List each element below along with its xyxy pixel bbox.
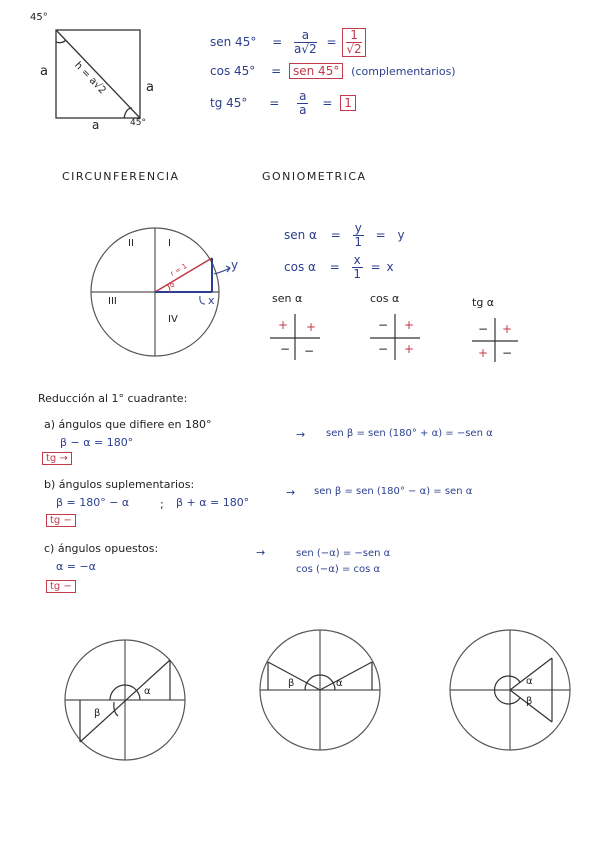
reduction-c-tg-box: tg − [46, 580, 76, 593]
reduction-c-result2: cos (−α) = cos α [296, 564, 381, 575]
d3-alpha-label: α [526, 676, 533, 687]
sign-tg-q3: + [478, 346, 489, 360]
sign-cos-q1: + [404, 318, 415, 332]
sen-alpha-formula [284, 222, 405, 249]
bottom-angle-label: 45° [130, 118, 146, 128]
tg45-eq: = [269, 96, 280, 111]
angle-alpha-label: α [170, 281, 175, 289]
cos45-lhs: cos 45° [210, 64, 256, 78]
quadrant-2-label: II [128, 238, 134, 249]
sign-tg-q2: − [478, 322, 489, 336]
d1-alpha-label: α [144, 686, 151, 697]
sign-cos-q3: − [378, 342, 389, 356]
reduction-b-eq2: β + α = 180° [176, 496, 250, 509]
tg45-boxed: 1 [340, 95, 356, 111]
reduction-c-eq: α = −α [56, 560, 96, 573]
cos-alpha-lhs: cos α [284, 260, 316, 275]
reduction-b-result: sen β = sen (180° − α) = sen α [314, 486, 473, 497]
reduction-c-label: c) ángulos opuestos: [44, 542, 159, 555]
sen-alpha-res: y [397, 228, 405, 243]
reduction-a-label: a) ángulos que difiere en 180° [44, 418, 212, 431]
hypotenuse-label: h = a√2 [72, 60, 108, 97]
reduction-c-result1: sen (−α) = −sen α [296, 548, 391, 559]
x-label: x [208, 294, 215, 307]
cos45-note: (complementarios) [351, 65, 456, 78]
reduction-title: Reducción al 1° cuadrante: [38, 392, 188, 405]
cos-alpha-formula [284, 254, 394, 281]
bottom-diagram-1 [65, 640, 185, 760]
sign-sen-q1: + [306, 320, 317, 334]
y-label: y [231, 258, 239, 272]
section-title-word2: GONIOMETRICA [262, 170, 367, 183]
sen45-eq: = [272, 35, 283, 50]
triangle-figure [56, 30, 140, 118]
reduction-b-tg-box: tg − [46, 514, 76, 527]
sign-tg-q4: − [502, 346, 513, 360]
reduction-b-arrow: → [286, 486, 296, 499]
tg45-num: a [299, 89, 307, 103]
sign-tg-q1: + [502, 322, 513, 336]
sen-alpha-lhs: sen α [284, 228, 317, 243]
radius-label: r = 1 [169, 262, 189, 278]
reduction-b-sep: ; [160, 498, 164, 511]
reduction-a-arrow: → [296, 428, 306, 441]
sen-alpha-eq2: = [375, 228, 386, 243]
cos-alpha-eq2: = [370, 260, 381, 275]
sign-sen-q2: + [278, 318, 289, 332]
y-arrow [214, 266, 230, 274]
diagonal-hypotenuse [56, 30, 140, 118]
sign-cos-q4: + [404, 342, 415, 356]
sen-alpha-den: 1 [354, 235, 363, 250]
sen45-result-box [342, 28, 365, 57]
cos-alpha-res: x [386, 260, 394, 275]
sen-alpha-eq: = [330, 228, 341, 243]
reduction-a-tg-box: tg → [42, 452, 72, 465]
sen45-res-den: √2 [346, 42, 362, 57]
top-angle-arc [56, 40, 66, 43]
quadrant-3-label: III [108, 296, 117, 307]
cos45-row [210, 64, 456, 78]
sen-alpha-fraction [353, 222, 364, 249]
tg45-den: a [299, 103, 307, 118]
sen45-fraction [294, 29, 317, 56]
tg45-fraction [297, 90, 308, 117]
bottom-diagram-3 [450, 630, 570, 750]
quadrant-4-label: IV [168, 314, 178, 325]
sen45-eq2: = [326, 35, 337, 50]
cos-alpha-eq: = [329, 260, 340, 275]
sign-cos-q2: − [378, 318, 389, 332]
d3-beta-label: β [526, 696, 533, 707]
sign-chart-sen-title: sen α [272, 292, 303, 305]
cos45-boxed: sen 45° [289, 63, 343, 79]
d1-beta-label: β [94, 708, 101, 719]
left-side-label: a [40, 64, 48, 79]
cos-alpha-den: 1 [353, 267, 362, 282]
x-mark [200, 296, 205, 304]
tg45-row [210, 90, 356, 117]
sen45-num: a [294, 29, 317, 43]
sign-sen-q3: − [280, 342, 291, 356]
bottom-diagram-2 [260, 630, 380, 750]
sen45-den: a√2 [294, 42, 317, 57]
quadrant-1-label: I [168, 238, 171, 249]
cos45-eq: = [271, 64, 282, 78]
reduction-c-arrow: → [256, 546, 266, 559]
cos-alpha-num: x [353, 253, 361, 267]
d2-beta-label: β [288, 678, 295, 689]
reduction-a-eq: β − α = 180° [60, 436, 134, 449]
tg45-eq2: = [322, 96, 333, 111]
bottom-side-label: a [92, 118, 100, 132]
top-angle-label: 45° [30, 12, 48, 23]
sen-alpha-num: y [354, 221, 362, 235]
reduction-a-result: sen β = sen (180° + α) = −sen α [326, 428, 493, 439]
sen45-res-num: 1 [346, 29, 361, 43]
d2-alpha-label: α [336, 678, 343, 689]
reduction-b-eq1: β = 180° − α [56, 496, 130, 509]
cos-alpha-fraction [352, 254, 363, 281]
sign-sen-q4: − [304, 344, 315, 358]
reduction-b-label: b) ángulos suplementarios: [44, 478, 195, 491]
sen45-lhs: sen 45° [210, 35, 257, 50]
right-side-label: a [146, 80, 154, 95]
sen45-row [210, 28, 366, 57]
section-title-word1: CIRCUNFERENCIA [62, 170, 180, 183]
tg45-lhs: tg 45° [210, 96, 248, 111]
sign-chart-cos-title: cos α [370, 292, 400, 305]
bottom-angle-arc [124, 108, 132, 118]
sign-chart-tg-title: tg α [472, 296, 495, 309]
